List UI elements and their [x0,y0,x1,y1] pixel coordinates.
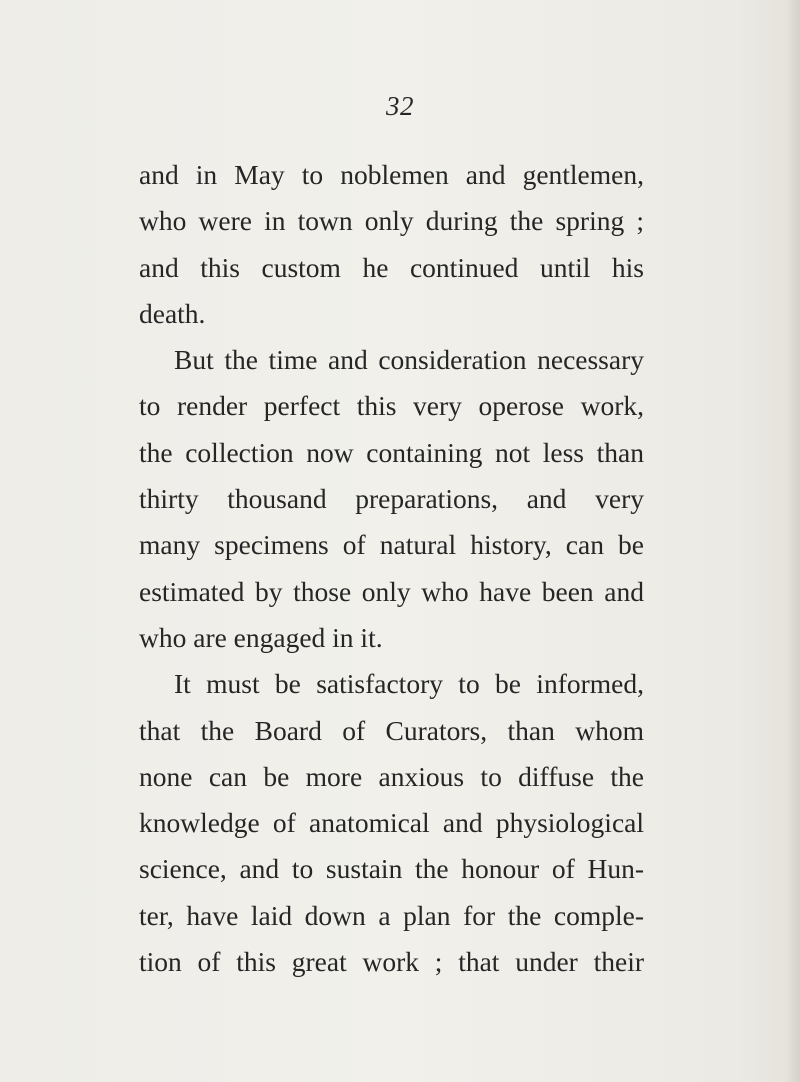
text-line: estimated by those only who have been and [139,575,644,607]
text-line: tion of this great work ; that under their [139,946,644,978]
text-line: death. [139,297,206,329]
text-line: the collection now containing not less than [139,436,644,468]
text-line: that the Board of Curators, than whom [139,714,644,746]
text-line: It must be satisfactory to be informed, [174,668,644,700]
text-line: and in May to noblemen and gentlemen, [139,159,644,190]
page-edge-shadow [786,0,800,1082]
text-line: none can be more anxious to diffuse the [139,760,644,792]
body-text [139,152,644,985]
text-line: thirty thousand preparations, and very [139,483,644,515]
text-line: who are engaged in it. [139,621,383,653]
text-line: science, and to sustain the honour of Hun- [139,853,644,885]
text-line: But the time and consideration necessary [174,344,644,376]
text-line: knowledge of anatomical and physiological [139,807,644,839]
text-line: who were in town only during the spring ; [139,205,644,237]
text-line: ter, have laid down a plan for the comple- [139,899,644,931]
page-number: 32 [386,91,414,121]
text-line: and this custom he continued until his [139,251,644,283]
text-line: many specimens of natural history, can be [139,529,644,561]
text-line: to render perfect this very operose work, [139,390,644,422]
